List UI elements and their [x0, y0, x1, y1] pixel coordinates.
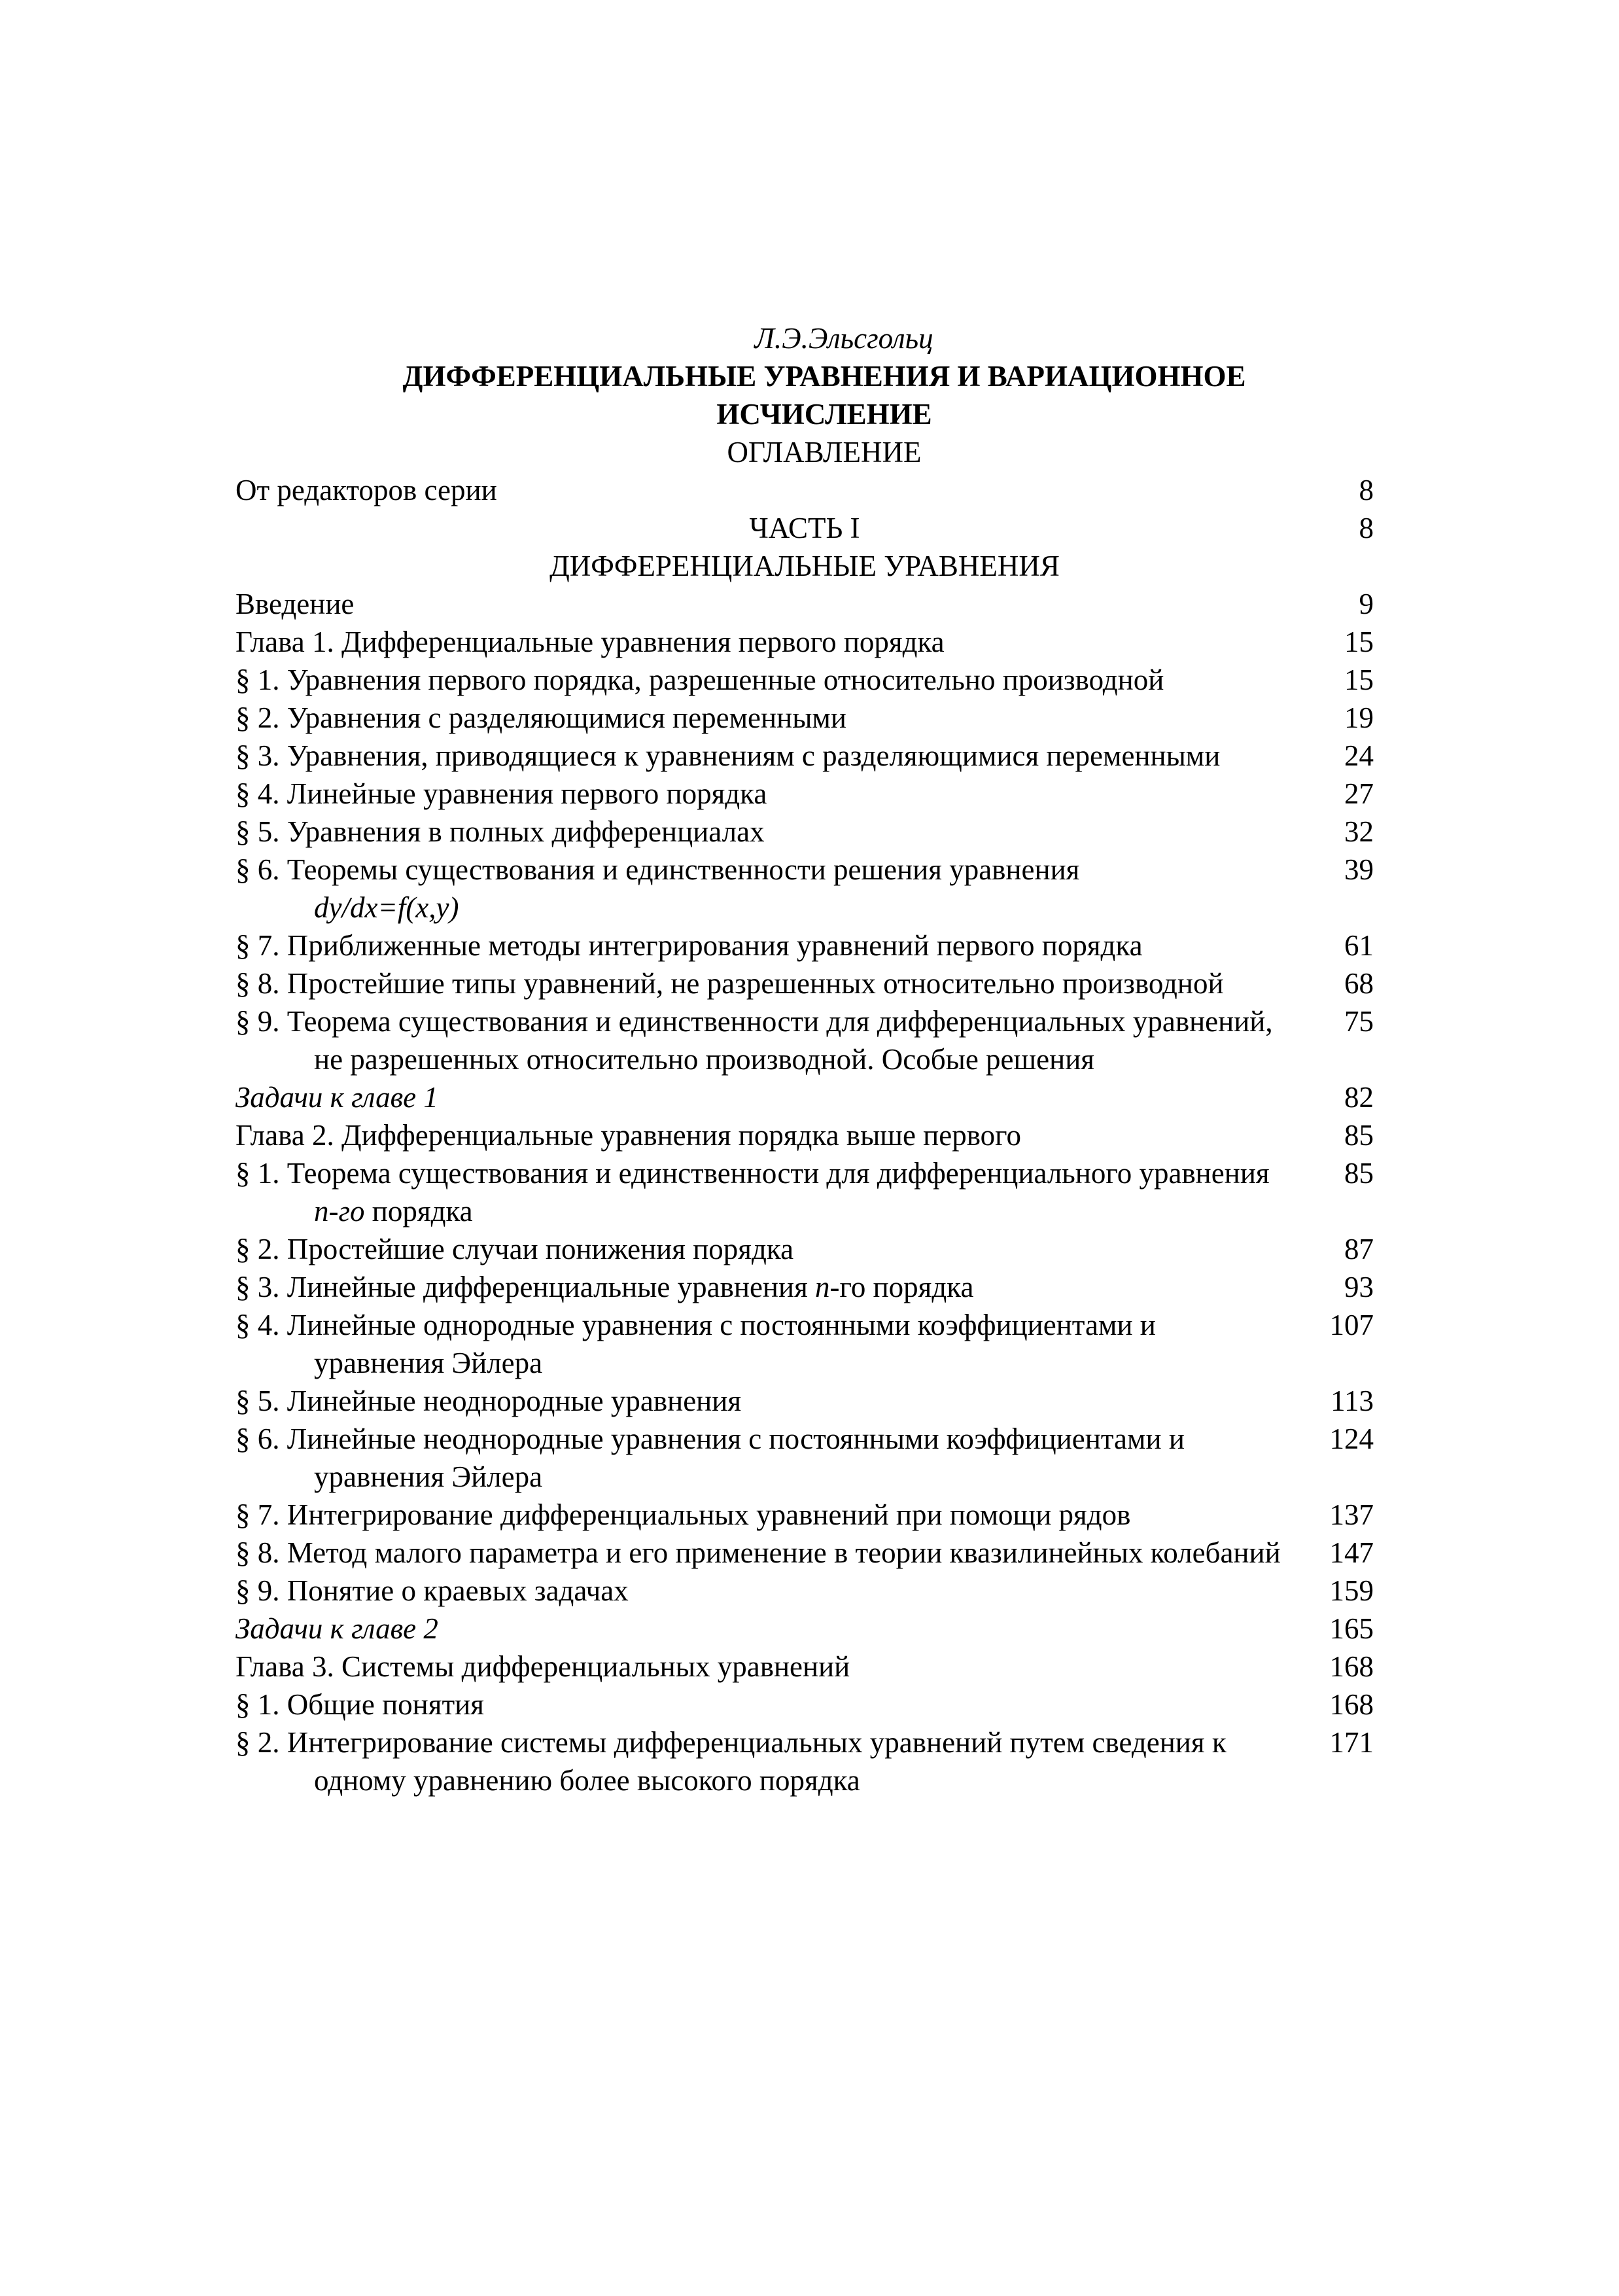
toc-entry — [235, 1420, 1374, 1496]
toc-entry — [235, 1268, 1374, 1306]
toc-entry-page: 39 — [1344, 853, 1374, 886]
toc-entry-title: § 8. Метод малого параметра и его применение в теории квазилинейных колебаний — [235, 1536, 1281, 1569]
toc-entry — [235, 1116, 1374, 1154]
toc-entry — [235, 1382, 1374, 1420]
toc-entry-page: 165 — [1329, 1612, 1374, 1645]
toc-entry — [235, 1002, 1374, 1078]
toc-entry-text: § 6. Теоремы существования и единственности решения уравнения — [235, 853, 1080, 886]
toc-entry-title — [235, 1268, 1282, 1306]
toc-entry-page: 8 — [1359, 474, 1374, 506]
toc-part-title — [235, 547, 1374, 585]
document-page — [235, 319, 1374, 1799]
toc-entry-title: Глава 3. Системы дифференциальных уравнений — [235, 1650, 850, 1683]
author: Л.Э.Эльсгольц — [754, 322, 933, 355]
toc-entry-title: § 8. Простейшие типы уравнений, не разрешенных относительно производной — [235, 967, 1224, 1000]
toc-entry-page: 85 — [1344, 1157, 1374, 1190]
toc-entry-title: § 3. Уравнения, приводящиеся к уравнениям с разделяющимися переменными — [235, 739, 1221, 772]
toc-entry — [235, 775, 1374, 813]
toc-entry-title: § 2. Уравнения с разделяющимися переменными — [235, 701, 846, 734]
toc-entry-title: § 4. Линейные уравнения первого порядка — [235, 777, 767, 810]
toc-part-heading — [235, 509, 1374, 547]
toc-entry-title: § 1. Уравнения первого порядка, разрешенные относительно производной — [235, 663, 1164, 696]
book-title-line-2: ИСЧИСЛЕНИЕ — [716, 398, 932, 431]
toc-entry-title: ДИФФЕРЕНЦИАЛЬНЫЕ УРАВНЕНИЯ — [549, 550, 1060, 582]
toc-entry-problems — [235, 1610, 1374, 1648]
toc-entry — [235, 661, 1374, 699]
toc-entry-title: ЧАСТЬ I — [749, 512, 860, 544]
toc-entry — [235, 813, 1374, 851]
toc-entry-title — [235, 1154, 1282, 1230]
toc-entry — [235, 1230, 1374, 1268]
toc-entry-page: 15 — [1344, 626, 1374, 658]
toc-entry-title: § 9. Понятие о краевых задачах — [235, 1574, 629, 1607]
toc-entry-problems — [235, 1078, 1374, 1116]
book-title-line-1: ДИФФЕРЕНЦИАЛЬНЫЕ УРАВНЕНИЯ И ВАРИАЦИОННОЕ — [402, 360, 1246, 393]
toc-entry — [235, 585, 1374, 623]
toc-entry-page: 24 — [1344, 739, 1374, 772]
toc-entry-page: 9 — [1359, 588, 1374, 620]
toc-entry-page: 168 — [1329, 1688, 1374, 1721]
toc-entry — [235, 1534, 1374, 1572]
toc-entry-title — [235, 851, 1282, 927]
toc-entry — [235, 1572, 1374, 1610]
toc-entry-title: § 1. Общие понятия — [235, 1688, 484, 1721]
toc-entry — [235, 1723, 1374, 1799]
toc-entry-page: 75 — [1344, 1005, 1374, 1038]
toc-entry-title: Глава 1. Дифференциальные уравнения первого порядка — [235, 626, 945, 658]
toc-entry-page: 82 — [1344, 1081, 1374, 1114]
toc-entry — [235, 1686, 1374, 1723]
toc-entry-page: 107 — [1329, 1309, 1374, 1341]
toc-entry-title: Глава 2. Дифференциальные уравнения порядка выше первого — [235, 1119, 1022, 1152]
toc-entry-page: 68 — [1344, 967, 1374, 1000]
toc-entry — [235, 737, 1374, 775]
toc-entry-page: 85 — [1344, 1119, 1374, 1152]
toc-entry — [235, 1154, 1374, 1230]
toc-entry-page: 27 — [1344, 777, 1374, 810]
toc-entry — [235, 851, 1374, 927]
toc-entry-page: 61 — [1344, 929, 1374, 962]
toc-entry-page: 15 — [1344, 663, 1374, 696]
toc-entry-text: § 1. Теорема существования и единственности для дифференциального уравнения — [235, 1157, 1270, 1190]
toc-entry-title: § 6. Линейные неоднородные уравнения с постоянными коэффициентами и уравнения Эйлера — [235, 1422, 1185, 1493]
toc-entry-title: § 7. Интегрирование дифференциальных уравнений при помощи рядов — [235, 1498, 1131, 1531]
toc-entry-text-after: порядка — [364, 1195, 473, 1227]
toc-entry-page: 93 — [1344, 1271, 1374, 1303]
toc-entry-title: § 7. Приближенные методы интегрирования уравнений первого порядка — [235, 929, 1143, 962]
toc-entry-title: Введение — [235, 588, 355, 620]
toc-entry — [235, 964, 1374, 1002]
toc-entry — [235, 623, 1374, 661]
toc-entry-italic: n — [815, 1271, 830, 1303]
toc-entry — [235, 1496, 1374, 1534]
toc-entry-title: § 4. Линейные однородные уравнения с постоянными коэффициентами и уравнения Эйлера — [235, 1309, 1156, 1379]
toc-entry-page: 32 — [1344, 815, 1374, 848]
toc-entry-title: Задачи к главе 2 — [235, 1612, 438, 1645]
toc-entry-title: Задачи к главе 1 — [235, 1081, 438, 1114]
toc-entry — [235, 471, 1374, 509]
toc-entry-page: 87 — [1344, 1233, 1374, 1265]
toc-entry — [235, 1648, 1374, 1686]
toc-entry — [235, 699, 1374, 737]
toc-heading: ОГЛАВЛЕНИЕ — [727, 436, 922, 468]
toc-entry-italic: n-го — [314, 1195, 365, 1227]
toc-entry-title: § 5. Уравнения в полных дифференциалах — [235, 815, 765, 848]
toc-entry-page: 168 — [1329, 1650, 1374, 1683]
toc-entry — [235, 1306, 1374, 1382]
toc-entry-page: 19 — [1344, 701, 1374, 734]
toc-entry-title: § 2. Простейшие случаи понижения порядка — [235, 1233, 794, 1265]
toc-entry-page: 8 — [1359, 512, 1374, 544]
toc-entry-title: § 9. Теорема существования и единственности для дифференциальных уравнений, не разрешенных относительно производной. Особые решения — [235, 1005, 1273, 1076]
toc-entry-title: § 5. Линейные неоднородные уравнения — [235, 1385, 742, 1417]
toc-entry-title: § 2. Интегрирование системы дифференциальных уравнений путем сведения к одному уравнению более высокого порядка — [235, 1726, 1227, 1797]
table-of-contents — [235, 471, 1374, 1799]
toc-entry-text-after: -го порядка — [829, 1271, 974, 1303]
toc-entry-page: 137 — [1329, 1498, 1374, 1531]
formula: dy/dx=f(x,y) — [314, 891, 459, 924]
toc-entry-page: 171 — [1329, 1726, 1374, 1759]
toc-entry-page: 124 — [1329, 1422, 1374, 1455]
toc-entry-page: 159 — [1329, 1574, 1374, 1607]
toc-entry-page: 147 — [1329, 1536, 1374, 1569]
toc-entry — [235, 927, 1374, 964]
toc-entry-title: От редакторов серии — [235, 474, 497, 506]
toc-entry-page: 113 — [1331, 1385, 1374, 1417]
toc-entry-text: § 3. Линейные дифференциальные уравнения — [235, 1271, 816, 1303]
